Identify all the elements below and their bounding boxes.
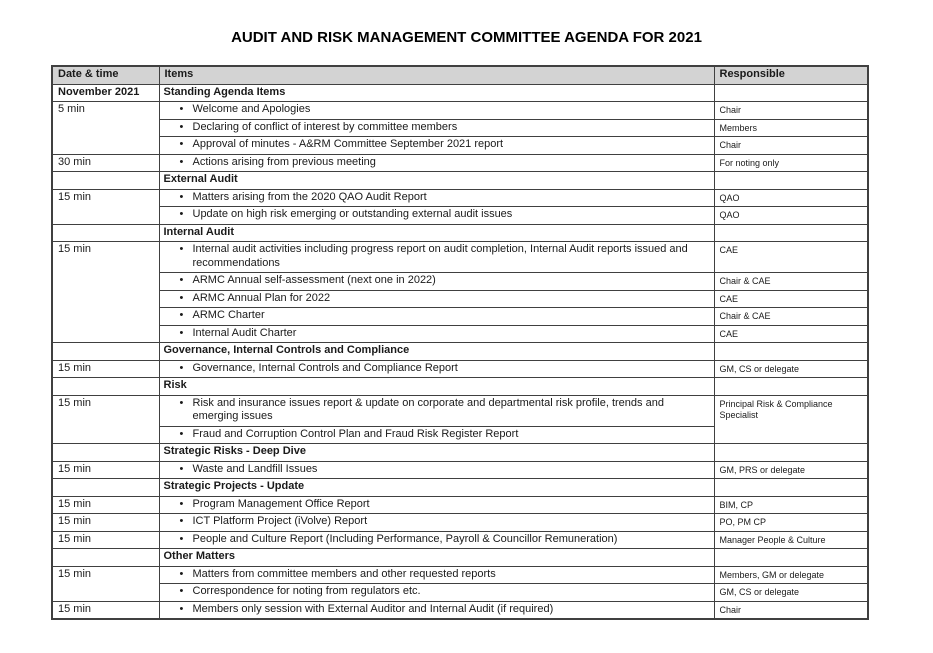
agenda-row xyxy=(52,242,868,273)
item-cell: External Audit xyxy=(159,172,714,190)
item-cell xyxy=(159,325,714,343)
agenda-row xyxy=(52,119,868,137)
bullet-line xyxy=(164,327,708,341)
agenda-row xyxy=(52,325,868,343)
item-cell xyxy=(159,189,714,207)
item-cell xyxy=(159,531,714,549)
bullet-line xyxy=(164,515,708,529)
item-text: Internal audit activities including progress report on audit completion, Internal Audit reports issued and recommendations xyxy=(192,243,688,269)
date-cell: 15 min xyxy=(52,496,159,514)
agenda-row xyxy=(52,531,868,549)
item-cell xyxy=(159,395,714,426)
item-text: Matters from committee members and other requested reports xyxy=(192,567,496,580)
item-cell: Standing Agenda Items xyxy=(159,84,714,102)
responsible-cell: Members xyxy=(714,119,868,137)
item-text: Matters arising from the 2020 QAO Audit Report xyxy=(192,190,427,203)
responsible-cell: CAE xyxy=(714,325,868,343)
bullet-line xyxy=(164,121,708,135)
section-row xyxy=(52,444,868,462)
item-cell xyxy=(159,119,714,137)
item-text: ARMC Annual self-assessment (next one in 2022) xyxy=(192,274,436,286)
date-cell: 15 min xyxy=(52,189,159,224)
date-cell xyxy=(52,444,159,462)
agenda-table-body xyxy=(52,84,868,619)
section-row xyxy=(52,343,868,361)
date-cell xyxy=(52,172,159,190)
column-header-items: Items xyxy=(159,66,714,84)
date-cell: 15 min xyxy=(52,461,159,479)
item-cell xyxy=(159,242,714,273)
bullet-icon: • xyxy=(179,155,184,168)
responsible-cell: CAE xyxy=(714,290,868,308)
agenda-row xyxy=(52,360,868,378)
responsible-cell: Manager People & Culture xyxy=(714,531,868,549)
date-cell xyxy=(52,479,159,497)
item-cell: Governance, Internal Controls and Compliance xyxy=(159,343,714,361)
item-text: Risk and insurance issues report & update on corporate and departmental risk profile, trends and emerging issues xyxy=(192,396,664,422)
bullet-icon: • xyxy=(179,427,184,440)
responsible-cell: CAE xyxy=(714,242,868,273)
agenda-row xyxy=(52,395,868,426)
item-cell xyxy=(159,137,714,155)
item-cell: Other Matters xyxy=(159,549,714,567)
bullet-icon: • xyxy=(179,532,184,545)
bullet-line xyxy=(164,428,708,442)
item-cell xyxy=(159,102,714,120)
item-cell xyxy=(159,273,714,291)
agenda-table-head xyxy=(52,66,868,84)
bullet-line xyxy=(164,603,708,617)
bullet-line xyxy=(164,498,708,512)
item-text: Members only session with External Auditor and Internal Audit (if required) xyxy=(192,602,554,615)
bullet-icon: • xyxy=(179,274,184,286)
bullet-icon: • xyxy=(179,326,184,339)
item-text: ARMC Annual Plan for 2022 xyxy=(192,291,331,304)
item-cell xyxy=(159,566,714,584)
item-text: Actions arising from previous meeting xyxy=(192,155,376,168)
item-cell xyxy=(159,496,714,514)
item-text: Governance, Internal Controls and Compliance Report xyxy=(192,361,458,374)
item-cell xyxy=(159,154,714,172)
column-header-date: Date & time xyxy=(52,66,159,84)
responsible-cell xyxy=(714,549,868,567)
item-cell xyxy=(159,601,714,619)
date-cell: 15 min xyxy=(52,601,159,619)
item-cell xyxy=(159,308,714,326)
section-row xyxy=(52,224,868,242)
agenda-row xyxy=(52,308,868,326)
responsible-cell: BIM, CP xyxy=(714,496,868,514)
item-text: Fraud and Corruption Control Plan and Fraud Risk Register Report xyxy=(192,427,519,440)
bullet-icon: • xyxy=(179,396,184,409)
bullet-line xyxy=(164,362,708,376)
item-cell xyxy=(159,584,714,602)
bullet-icon: • xyxy=(179,120,184,133)
responsible-cell xyxy=(714,444,868,462)
section-row xyxy=(52,549,868,567)
responsible-cell xyxy=(714,84,868,102)
agenda-row xyxy=(52,514,868,532)
item-text: Correspondence for noting from regulators etc. xyxy=(192,585,421,597)
agenda-row xyxy=(52,137,868,155)
section-row xyxy=(52,479,868,497)
item-cell xyxy=(159,461,714,479)
responsible-cell: QAO xyxy=(714,207,868,225)
bullet-line xyxy=(164,533,708,547)
page-title: AUDIT AND RISK MANAGEMENT COMMITTEE AGENDA FOR 2021 xyxy=(231,29,702,46)
agenda-row xyxy=(52,273,868,291)
item-cell xyxy=(159,514,714,532)
bullet-line xyxy=(164,309,708,323)
agenda-row xyxy=(52,601,868,619)
agenda-row xyxy=(52,154,868,172)
section-row xyxy=(52,84,868,102)
responsible-cell xyxy=(714,343,868,361)
item-text: People and Culture Report (Including Performance, Payroll & Councillor Remuneration) xyxy=(192,532,618,545)
agenda-row xyxy=(52,189,868,207)
item-cell xyxy=(159,290,714,308)
date-cell xyxy=(52,224,159,242)
item-text: ICT Platform Project (iVolve) Report xyxy=(192,515,368,527)
agenda-row xyxy=(52,496,868,514)
responsible-cell: QAO xyxy=(714,189,868,207)
agenda-row xyxy=(52,461,868,479)
bullet-icon: • xyxy=(179,585,184,597)
item-cell: Strategic Projects - Update xyxy=(159,479,714,497)
table-header-row xyxy=(52,66,868,84)
item-text: Update on high risk emerging or outstanding external audit issues xyxy=(192,208,513,220)
bullet-icon: • xyxy=(179,497,184,510)
bullet-icon: • xyxy=(179,291,184,304)
date-cell: 15 min xyxy=(52,566,159,601)
responsible-cell: Members, GM or delegate xyxy=(714,566,868,584)
item-text: Internal Audit Charter xyxy=(192,326,297,339)
date-cell: 15 min xyxy=(52,395,159,444)
item-text: Approval of minutes - A&RM Committee September 2021 report xyxy=(192,138,504,150)
agenda-table xyxy=(51,65,869,620)
bullet-icon: • xyxy=(179,361,184,374)
bullet-line xyxy=(164,274,708,288)
bullet-line xyxy=(164,191,708,205)
item-cell: Strategic Risks - Deep Dive xyxy=(159,444,714,462)
responsible-cell: GM, CS or delegate xyxy=(714,584,868,602)
agenda-row xyxy=(52,584,868,602)
responsible-cell: Principal Risk & Compliance Specialist xyxy=(714,395,868,444)
bullet-icon: • xyxy=(179,103,184,115)
bullet-line xyxy=(164,138,708,152)
responsible-cell: For noting only xyxy=(714,154,868,172)
date-cell: November 2021 xyxy=(52,84,159,102)
bullet-icon: • xyxy=(179,309,184,321)
agenda-row xyxy=(52,207,868,225)
section-row xyxy=(52,172,868,190)
item-cell xyxy=(159,207,714,225)
bullet-icon: • xyxy=(179,602,184,615)
bullet-icon: • xyxy=(179,190,184,203)
responsible-cell xyxy=(714,378,868,396)
bullet-line xyxy=(164,585,708,599)
responsible-cell: Chair xyxy=(714,102,868,120)
bullet-line xyxy=(164,156,708,170)
responsible-cell: Chair & CAE xyxy=(714,273,868,291)
bullet-icon: • xyxy=(179,243,184,255)
bullet-icon: • xyxy=(179,567,184,580)
agenda-row xyxy=(52,102,868,120)
date-cell: 5 min xyxy=(52,102,159,155)
responsible-cell xyxy=(714,479,868,497)
date-cell xyxy=(52,378,159,396)
item-cell: Risk xyxy=(159,378,714,396)
item-cell xyxy=(159,426,714,444)
item-text: Waste and Landfill Issues xyxy=(192,462,318,475)
date-cell: 15 min xyxy=(52,531,159,549)
responsible-cell xyxy=(714,224,868,242)
item-cell xyxy=(159,360,714,378)
section-row xyxy=(52,378,868,396)
bullet-icon: • xyxy=(179,515,184,527)
bullet-line xyxy=(164,103,708,117)
item-text: ARMC Charter xyxy=(192,309,265,321)
item-text: Declaring of conflict of interest by committee members xyxy=(192,120,458,133)
bullet-icon: • xyxy=(179,462,184,475)
bullet-line xyxy=(164,292,708,306)
date-cell xyxy=(52,343,159,361)
agenda-row xyxy=(52,290,868,308)
bullet-line xyxy=(164,568,708,582)
responsible-cell: Chair xyxy=(714,137,868,155)
column-header-responsible: Responsible xyxy=(714,66,868,84)
responsible-cell xyxy=(714,172,868,190)
bullet-line xyxy=(164,463,708,477)
item-cell: Internal Audit xyxy=(159,224,714,242)
item-text: Program Management Office Report xyxy=(192,497,370,510)
date-cell: 30 min xyxy=(52,154,159,172)
bullet-icon: • xyxy=(179,138,184,150)
bullet-line xyxy=(164,208,708,222)
responsible-cell: Chair xyxy=(714,601,868,619)
bullet-line xyxy=(164,243,708,270)
bullet-line xyxy=(164,397,708,424)
bullet-icon: • xyxy=(179,208,184,220)
date-cell: 15 min xyxy=(52,360,159,378)
date-cell: 15 min xyxy=(52,242,159,343)
responsible-cell: PO, PM CP xyxy=(714,514,868,532)
responsible-cell: Chair & CAE xyxy=(714,308,868,326)
responsible-cell: GM, CS or delegate xyxy=(714,360,868,378)
date-cell xyxy=(52,549,159,567)
agenda-row xyxy=(52,566,868,584)
item-text: Welcome and Apologies xyxy=(192,103,311,115)
date-cell: 15 min xyxy=(52,514,159,532)
responsible-cell: GM, PRS or delegate xyxy=(714,461,868,479)
